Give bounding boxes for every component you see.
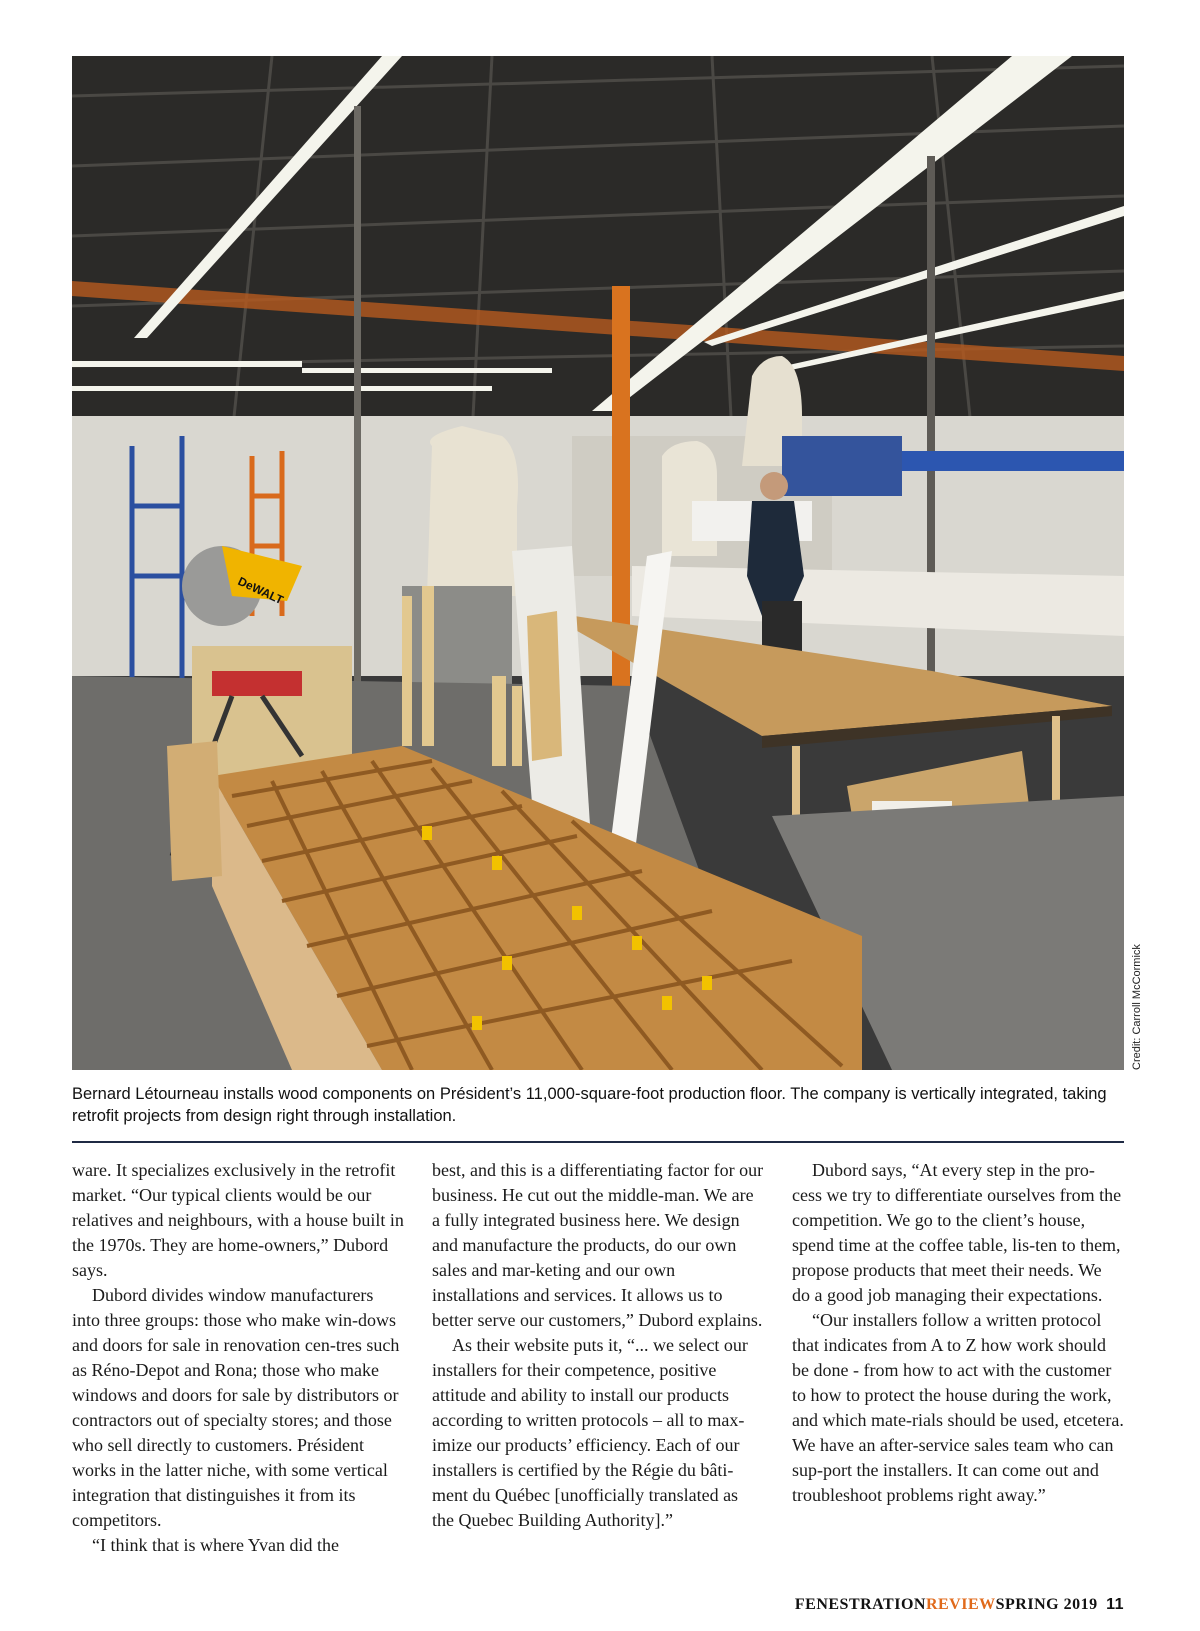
paragraph: best, and this is a differentiating factor for our business. He cut out the middle-man. We are a fully integrated business here. We design and manufacture the products, do our own sales and mar-keting and our own installations and services. It allows us to better serve our customers,” Dubord explains. [432, 1160, 764, 1330]
publication-name-part1: FENESTRATION [794, 1596, 926, 1613]
paragraph: “Our installers follow a written protocol that indicates from A to Z how work should be done - from how to act with the customer to how to protect the house during the work, and which mate-rials should be used, etcetera. We have an after-service sales team who can sup-port the installers. It can come out and troubleshoot problems right away.” [792, 1310, 1124, 1505]
photo-caption: Bernard Létourneau installs wood components on Président’s 11,000-square-foot production floor. The company is vertically integrated, taking retrofit projects from design right through installation. [72, 1085, 1107, 1125]
paragraph: As their website puts it, “... we select our installers for their competence, positive attitude and ability to install our products according to written protocols – all to max-imize our products’ efficiency. Each of our installers is certified by the Régie du bâti-ment du Québec [unofficially translated as the Quebec Building Authority].” [432, 1335, 748, 1530]
page-footer [795, 1596, 1124, 1614]
article-column-2 [432, 1158, 764, 1533]
photo-credit: Credit: Carroll McCormick [1131, 944, 1143, 1070]
article-column-3 [792, 1158, 1124, 1508]
saw-brand-label: DeWALT [235, 574, 286, 608]
paragraph: Dubord says, “At every step in the pro-cess we try to differentiate ourselves from the competition. We go to the client’s house, spend time at the coffee table, lis-ten to them, propose products that meet their needs. We do a good job managing their expectations. [792, 1160, 1122, 1305]
page-number: 11 [1106, 1596, 1124, 1613]
paragraph: Dubord divides window manufacturers into three groups: those who make win-dows and doors for sale in renovation cen-tres such as Réno-Depot and Rona; those who make windows and doors for sale by distributors or contractors out of specialty stores; and those who sell directly to customers. Président works in the latter niche, with some vertical integration that distinguishes it from its competitors. [72, 1285, 400, 1530]
factory-photo [72, 56, 1124, 1070]
paragraph: “I think that is where Yvan did the [92, 1535, 339, 1555]
section-divider [72, 1141, 1124, 1143]
article-body [72, 1158, 1124, 1558]
factory-photo-illustration [72, 56, 1124, 1070]
paragraph: ware. It specializes exclusively in the retrofit market. “Our typical clients would be our relatives and neighbours, with a house built in the 1970s. They are home-owners,” Dubord says. [72, 1160, 404, 1280]
article-column-1 [72, 1158, 404, 1558]
publication-name-part2: REVIEW [925, 1596, 996, 1613]
issue-label: SPRING 2019 [995, 1596, 1098, 1613]
